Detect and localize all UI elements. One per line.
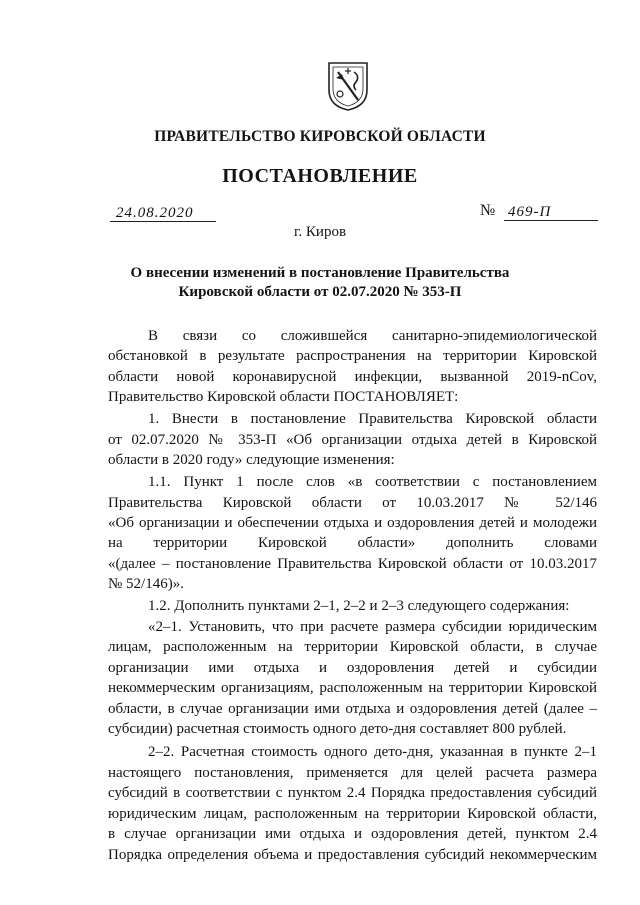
body-line: субсидии) расчетная стоимость одного дето-дня составляет 800 рублей. xyxy=(108,721,567,737)
body-line: настоящего постановления, применяется для целей расчета размера xyxy=(108,765,597,781)
body-line: «Об организации и обеспечении отдыха и оздоровления детей и молодежи xyxy=(108,515,597,531)
document-type: ПОСТАНОВЛЕНИЕ xyxy=(222,165,418,187)
body-line: «2–1. Установить, что при расчете размера субсидии юридическим xyxy=(148,619,597,635)
number-value: 469-П xyxy=(504,204,598,221)
document-title xyxy=(0,264,640,302)
document-number xyxy=(480,200,600,224)
body-line: 1.2. Дополнить пунктами 2–1, 2–2 и 2–3 следующего содержания: xyxy=(148,598,570,614)
document-date: 24.08.2020 xyxy=(110,205,216,222)
body-line: на территории Кировской области» дополнить словами xyxy=(108,535,597,551)
body-line: некоммерческим организациям, расположенным на территории Кировской xyxy=(108,680,597,696)
government-name: ПРАВИТЕЛЬСТВО КИРОВСКОЙ ОБЛАСТИ xyxy=(154,128,486,145)
city: г. Киров xyxy=(293,224,347,240)
body-line: 1. Внести в постановление Правительства Кировской области xyxy=(148,411,597,427)
body-line: от 02.07.2020 № 353-П «Об организации отдыха детей в Кировской xyxy=(108,432,597,448)
body-line: субсидий в соответствии с пунктом 2.4 Порядка предоставления субсидий xyxy=(108,785,597,801)
body-line: области, в случае организации ими отдыха и оздоровления детей (далее – xyxy=(108,701,597,717)
body-line: области в 2020 году» следующие изменения: xyxy=(108,452,395,468)
body-line: Правительства Кировской области от 10.03.2017 № 52/146 xyxy=(108,495,597,511)
body-line: «(далее – постановление Правительства Кировской области от 10.03.2017 xyxy=(108,556,597,572)
body-line: обстановкой в результате распространения на территории Кировской xyxy=(108,348,597,364)
body-line: лицам, расположенным на территории Кировской области, в случае xyxy=(108,639,597,655)
body-line: Правительство Кировской области ПОСТАНОВЛЯЕТ: xyxy=(108,389,459,405)
body-line: Порядка определения объема и предоставления субсидий некоммерческим xyxy=(108,847,597,863)
body-line: 2–2. Расчетная стоимость одного дето-дня, указанная в пункте 2–1 xyxy=(148,744,597,760)
title-line: Кировской области от 02.07.2020 № 353-П xyxy=(178,284,462,300)
number-sign: № xyxy=(480,202,496,219)
title-line: О внесении изменений в постановление Правительства xyxy=(130,265,510,281)
body-line: юридическим лицам, расположенным на территории Кировской области, xyxy=(108,806,597,822)
body-line: В связи со сложившейся санитарно-эпидемиологической xyxy=(148,328,597,344)
coat-of-arms-icon xyxy=(326,60,370,112)
body-line: № 52/146)». xyxy=(108,576,184,592)
body-line: 1.1. Пункт 1 после слов «в соответствии с постановлением xyxy=(148,474,597,490)
body-line: организации ими отдыха и оздоровления детей и субсидии xyxy=(108,660,597,676)
body-line: области новой коронавирусной инфекции, вызванной 2019-nCov, xyxy=(108,369,597,385)
body-line: в случае организации ими отдыха и оздоровления детей, пунктом 2.4 xyxy=(108,826,597,842)
